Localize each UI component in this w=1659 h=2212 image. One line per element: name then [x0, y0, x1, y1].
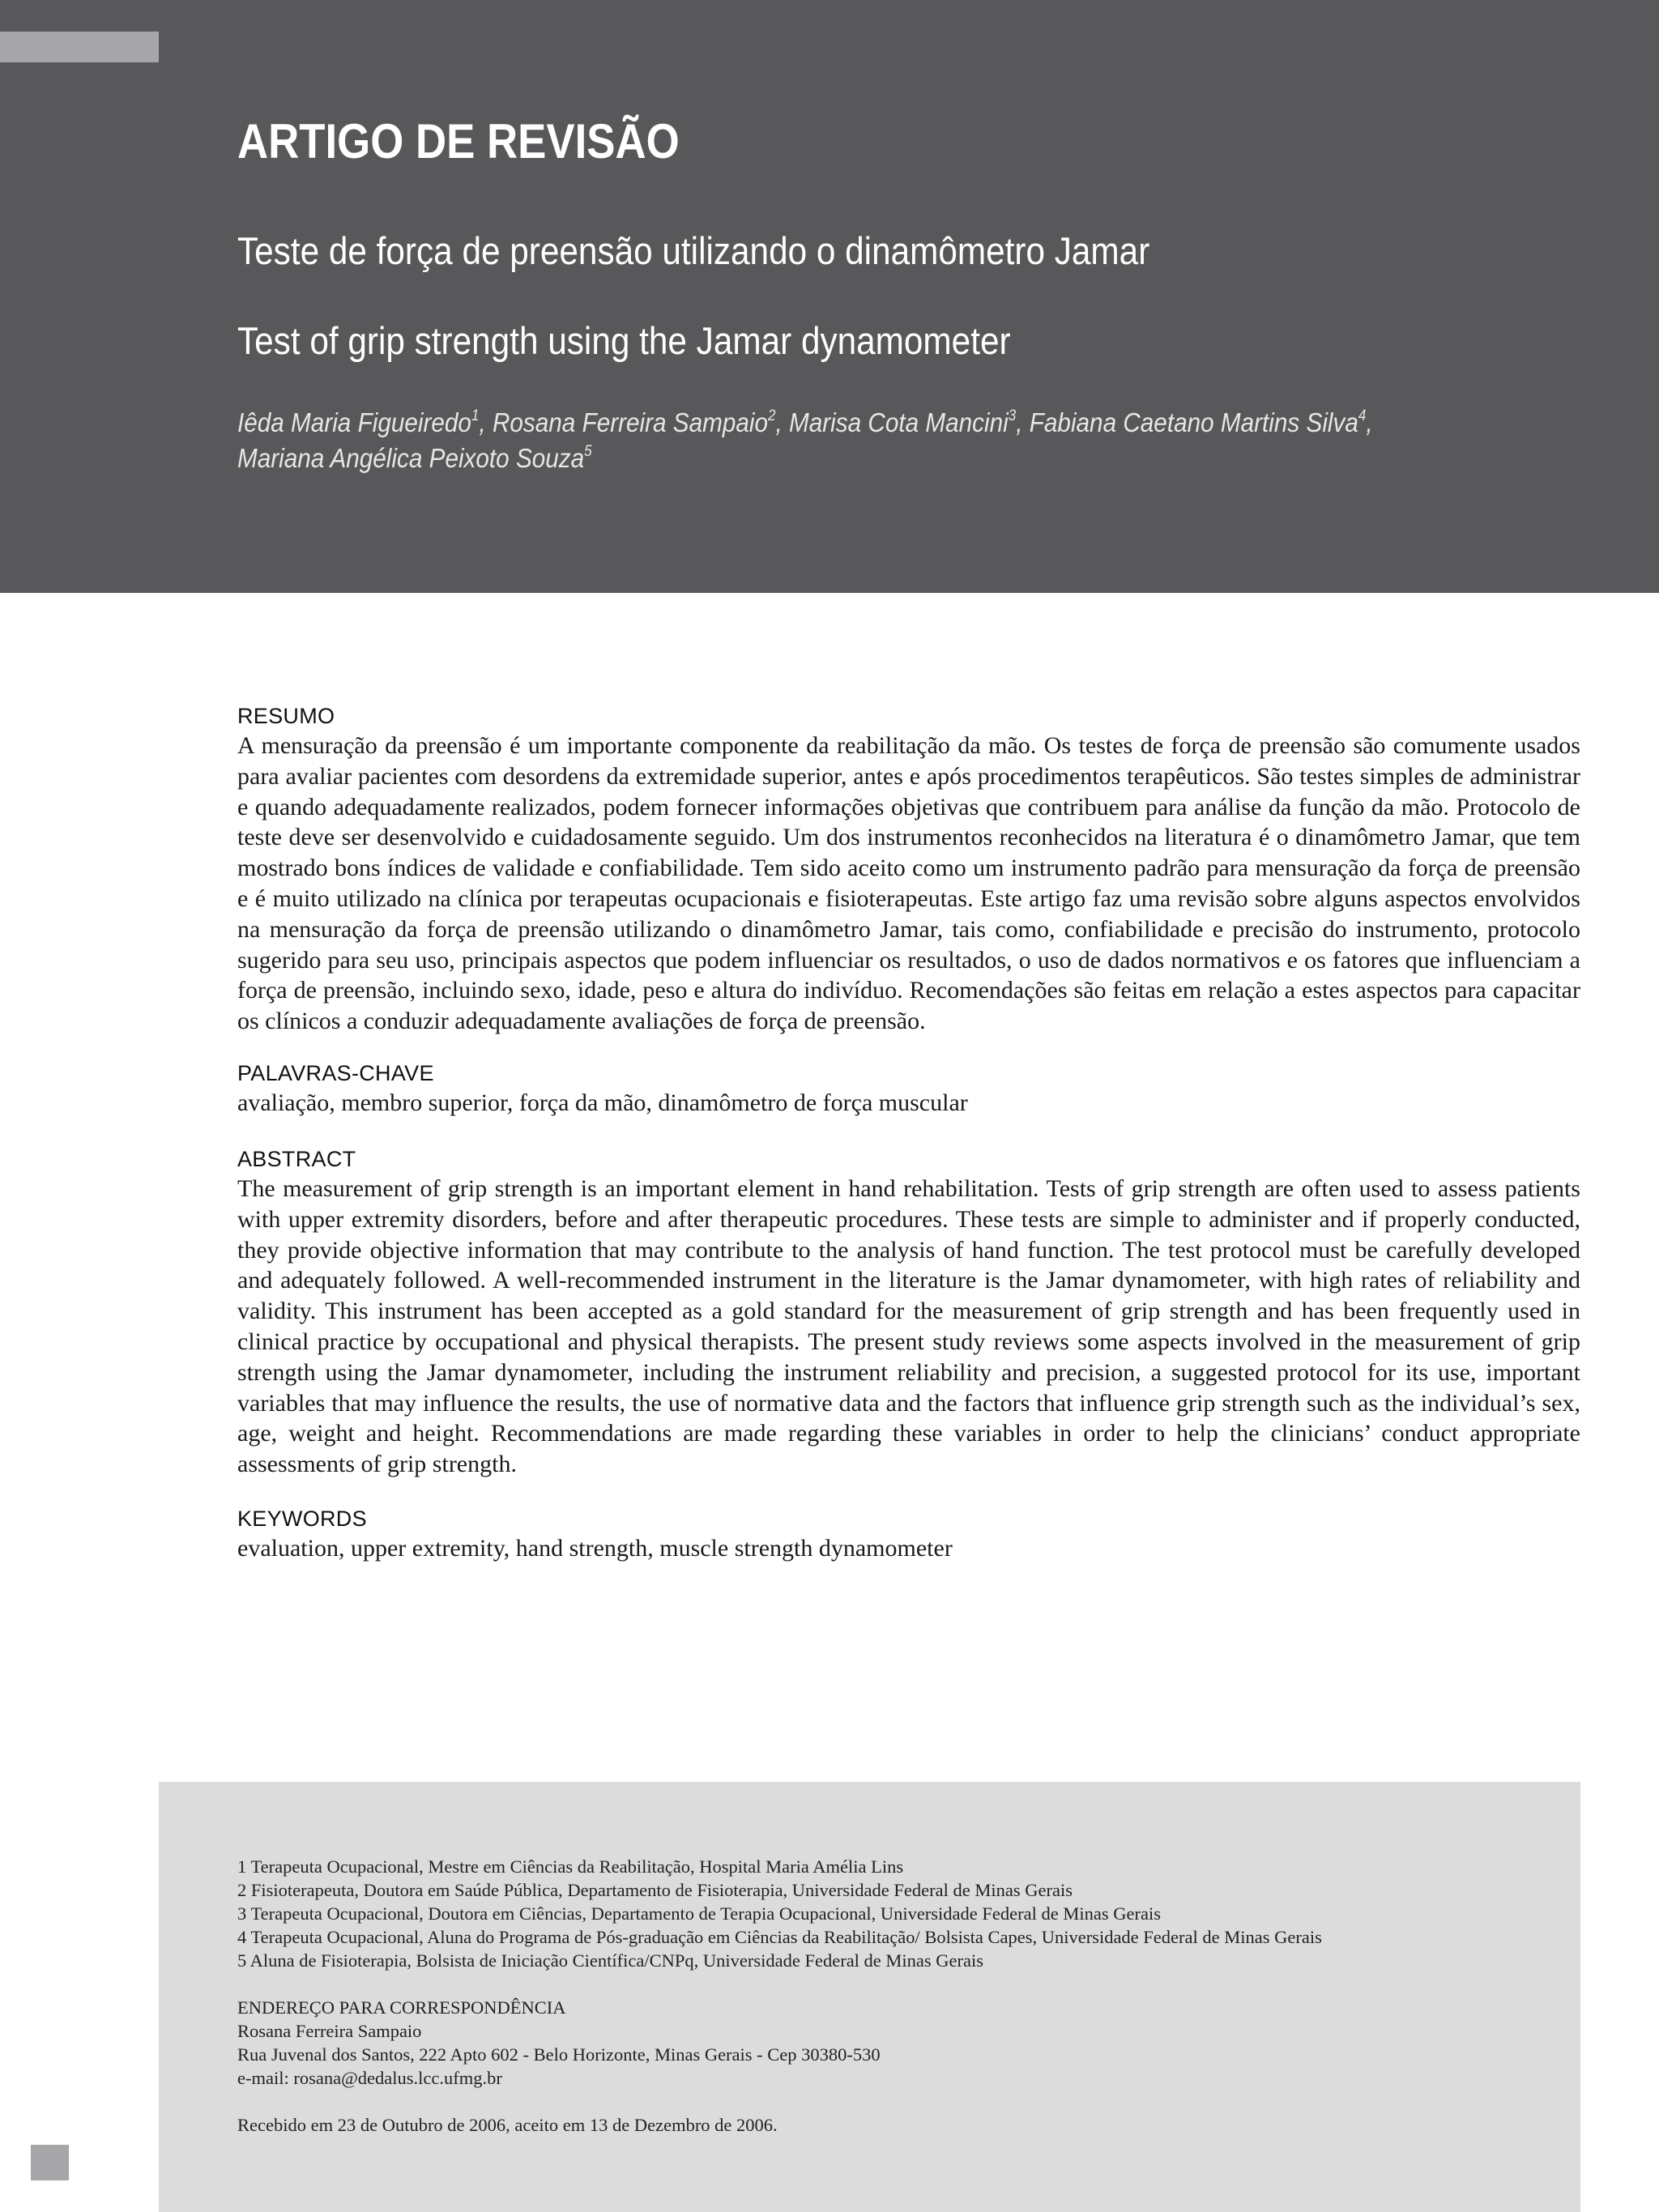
abstract-heading: ABSTRACT	[237, 1147, 356, 1171]
author-name: Iêda Maria Figueiredo	[237, 407, 471, 437]
correspondence-address: Rua Juvenal dos Santos, 222 Apto 602 - Belo Horizonte, Minas Gerais - Cep 30380-530	[237, 2044, 881, 2065]
abstract-text: The measurement of grip strength is an important element in hand rehabilitation. Tests of grip strength are often used to assess patients with upper extremity disorders, before and after therapeutic procedures. These tests are simple to administer and if properly conducted, they provide objective information that may contribute to the analysis of hand function. The test protocol must be carefully developed and adequately followed. A well-recommended instrument in the literature is the Jamar dynamometer, with high rates of reliability and validity. This instrument has been accepted as a gold standard for the measurement of grip strength and has been frequently used in clinical practice by occupational and physical therapists. The present study reviews some aspects involved in the measurement of grip strength using the Jamar dynamometer, including the instrument reliability and precision, a suggested protocol for its use, important variables that may influence the results, the use of normative data and the factors that influence grip strength such as the individual’s sex, age, weight and height. Recommendations are made regarding these variables in order to help the clinicians’ conduct appropriate assessments of grip strength.	[237, 1175, 1580, 1478]
palavras-chave-text: avaliação, membro superior, força da mão, dinamômetro de força muscular	[237, 1089, 968, 1116]
author-name: Mariana Angélica Peixoto Souza	[237, 443, 585, 473]
author-affiliation-mark: 2	[768, 407, 776, 424]
page-marker-decoration	[31, 2145, 69, 2180]
title-english: Test of grip strength using the Jamar dynamometer	[237, 319, 1011, 362]
resumo-section	[237, 701, 1580, 1037]
author-name: Rosana Ferreira Sampaio	[492, 407, 769, 437]
affiliation-line: 5 Aluna de Fisioterapia, Bolsista de Iniciação Científica/CNPq, Universidade Federal de Minas Gerais	[237, 1950, 984, 1971]
abstract-section	[237, 1144, 1580, 1480]
correspondence-name: Rosana Ferreira Sampaio	[237, 2021, 422, 2041]
received-date: Recebido em 23 de Outubro de 2006, aceito em 13 de Dezembro de 2006.	[237, 2115, 778, 2135]
footnotes-box	[159, 1782, 1580, 2212]
keywords-text: evaluation, upper extremity, hand strength, muscle strength dynamometer	[237, 1535, 953, 1562]
correspondence-heading: ENDEREÇO PARA CORRESPONDÊNCIA	[237, 1997, 566, 2018]
author-name: Marisa Cota Mancini	[789, 407, 1009, 437]
keywords-heading: KEYWORDS	[237, 1507, 367, 1531]
header-band	[0, 0, 1659, 593]
resumo-heading: RESUMO	[237, 704, 335, 728]
footnotes-text	[237, 1855, 1566, 2137]
author-separator: ,	[479, 407, 493, 437]
affiliation-line: 2 Fisioterapeuta, Doutora em Saúde Pública, Departamento de Fisioterapia, Universidade Federal de Minas Gerais	[237, 1880, 1073, 1900]
section-label: ARTIGO DE REVISÃO	[237, 114, 680, 168]
author-separator: ,	[1016, 407, 1030, 437]
title-portuguese: Teste de força de preensão utilizando o dinamômetro Jamar	[237, 229, 1150, 272]
corner-tab-decoration	[0, 32, 159, 62]
keywords-section	[237, 1504, 1580, 1564]
author-list	[237, 405, 1404, 476]
author-affiliation-mark: 5	[584, 443, 592, 460]
resumo-text: A mensuração da preensão é um importante componente da reabilitação da mão. Os testes de força de preensão são comumente usados para avaliar pacientes com desordens da extremidade superior, antes e após procedimentos terapêuticos. São testes simples de administrar e quando adequadamente realizados, podem fornecer informações objetivas que contribuem para análise da função da mão. Protocolo de teste deve ser desenvolvido e cuidadosamente seguido. Um dos instrumentos reconhecidos na literatura é o dinamômetro Jamar, que tem mostrado bons índices de validade e confiabilidade. Tem sido aceito como um instrumento padrão para mensuração da força de preensão e é muito utilizado na clínica por terapeutas ocupacionais e fisioterapeutas. Este artigo faz uma revisão sobre alguns aspectos envolvidos na mensuração da força de preensão utilizando o dinamômetro Jamar, tais como, confiabilidade e precisão do instrumento, protocolo sugerido para seu uso, principais aspectos que podem influenciar os resultados, o uso de dados normativos e os fatores que influenciam a força de preensão, incluindo sexo, idade, peso e altura do indivíduo. Recomendações são feitas em relação a estes aspectos para capacitar os clínicos a conduzir adequadamente avaliações de força de preensão.	[237, 732, 1580, 1035]
affiliation-line: 4 Terapeuta Ocupacional, Aluna do Programa de Pós-graduação em Ciências da Reabilitação/ Bolsista Capes, Universidade Federal de Minas Gerais	[237, 1927, 1322, 1947]
author-name: Fabiana Caetano Martins Silva	[1029, 407, 1358, 437]
author-affiliation-mark: 4	[1358, 407, 1367, 424]
author-separator: ,	[775, 407, 790, 437]
author-separator: ,	[1366, 407, 1373, 437]
author-affiliation-mark: 3	[1008, 407, 1017, 424]
affiliation-line: 3 Terapeuta Ocupacional, Doutora em Ciências, Departamento de Terapia Ocupacional, Universidade Federal de Minas Gerais	[237, 1903, 1161, 1924]
affiliation-line: 1 Terapeuta Ocupacional, Mestre em Ciências da Reabilitação, Hospital Maria Amélia Lins	[237, 1856, 904, 1877]
correspondence-email: e-mail: rosana@dedalus.lcc.ufmg.br	[237, 2068, 502, 2088]
author-affiliation-mark: 1	[471, 407, 480, 424]
palavras-chave-section	[237, 1059, 1580, 1119]
palavras-chave-heading: PALAVRAS-CHAVE	[237, 1061, 434, 1085]
